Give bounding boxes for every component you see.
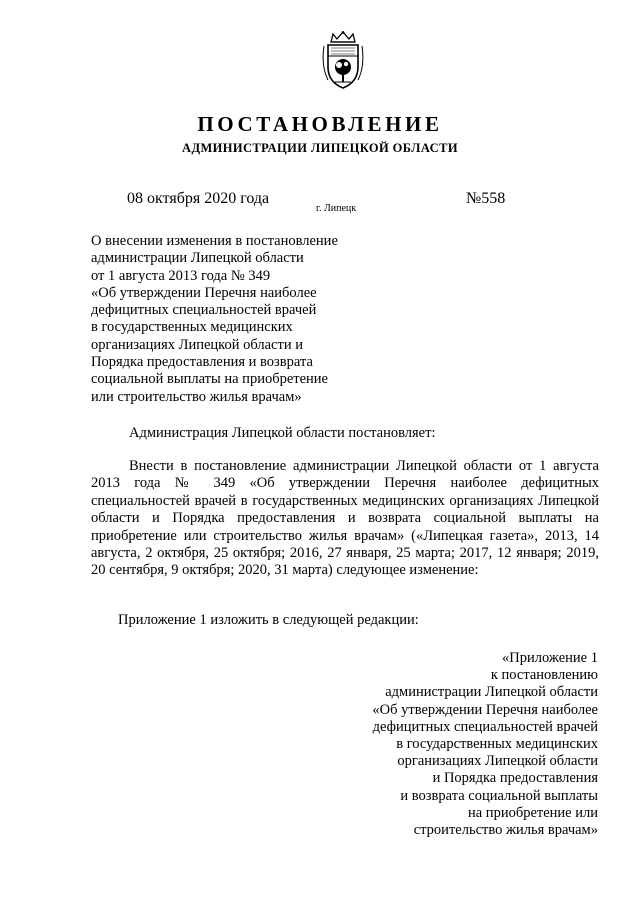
- subject-line: администрации Липецкой области: [91, 250, 304, 267]
- coat-of-arms-icon: [318, 30, 368, 92]
- appendix-line: и Порядка предоставления: [432, 770, 598, 787]
- appendix-line: строительство жилья врачам»: [413, 822, 598, 839]
- appendix-line: на приобретение или: [467, 804, 598, 821]
- appendix-header: [298, 650, 598, 839]
- appendix-line: администрации Липецкой области: [385, 684, 598, 701]
- subject-line: в государственных медицинских: [91, 319, 293, 336]
- appendix-instruction: Приложение 1 изложить в следующей редакции:: [118, 612, 419, 628]
- subject-line: дефицитных специальностей врачей: [91, 302, 317, 319]
- document-number: №558: [466, 190, 506, 207]
- subject-line: «Об утверждении Перечня наиболее: [91, 284, 317, 301]
- subject-line: организациях Липецкой области и: [91, 336, 303, 353]
- document-title: ПОСТАНОВЛЕНИЕ: [197, 112, 443, 136]
- document-subject: [91, 233, 391, 406]
- appendix-line: организациях Липецкой области: [397, 753, 598, 770]
- appendix-line: в государственных медицинских: [396, 736, 598, 753]
- main-paragraph: Внести в постановление администрации Липецкой области от 1 августа 2013 года № 349 «Об утверждении Перечня наиболее дефицитных специальностей врачей в государственных медицинских организациях Липецкой области и Порядка предоставления и возврата социальной выплаты на приобретение или строительство жилья врачам» («Липецкая газета», 2013, 14 августа, 2 октября, 25 октября; 2016, 27 января, 25 марта; 2017, 12 января; 2019, 20 сентября, 9 октября; 2020, 31 марта) следующее изменение:: [91, 458, 599, 579]
- administration-statement: Администрация Липецкой области постановляет:: [129, 425, 436, 441]
- appendix-line: «Приложение 1: [502, 650, 598, 666]
- document-subtitle: АДМИНИСТРАЦИИ ЛИПЕЦКОЙ ОБЛАСТИ: [182, 141, 458, 155]
- document-date: 08 октября 2020 года: [127, 190, 270, 207]
- subject-line: социальной выплаты на приобретение: [91, 371, 328, 388]
- subject-line: или строительство жилья врачам»: [91, 388, 302, 405]
- appendix-line: «Об утверждении Перечня наиболее: [372, 701, 598, 718]
- subject-line: О внесении изменения в постановление: [91, 233, 338, 249]
- subject-line: Порядка предоставления и возврата: [91, 354, 313, 371]
- subject-line: от 1 августа 2013 года № 349: [91, 267, 271, 284]
- appendix-line: и возврата социальной выплаты: [400, 787, 598, 804]
- appendix-line: дефицитных специальностей врачей: [372, 718, 598, 735]
- document-city: г. Липецк: [316, 203, 357, 214]
- appendix-line: к постановлению: [490, 667, 598, 684]
